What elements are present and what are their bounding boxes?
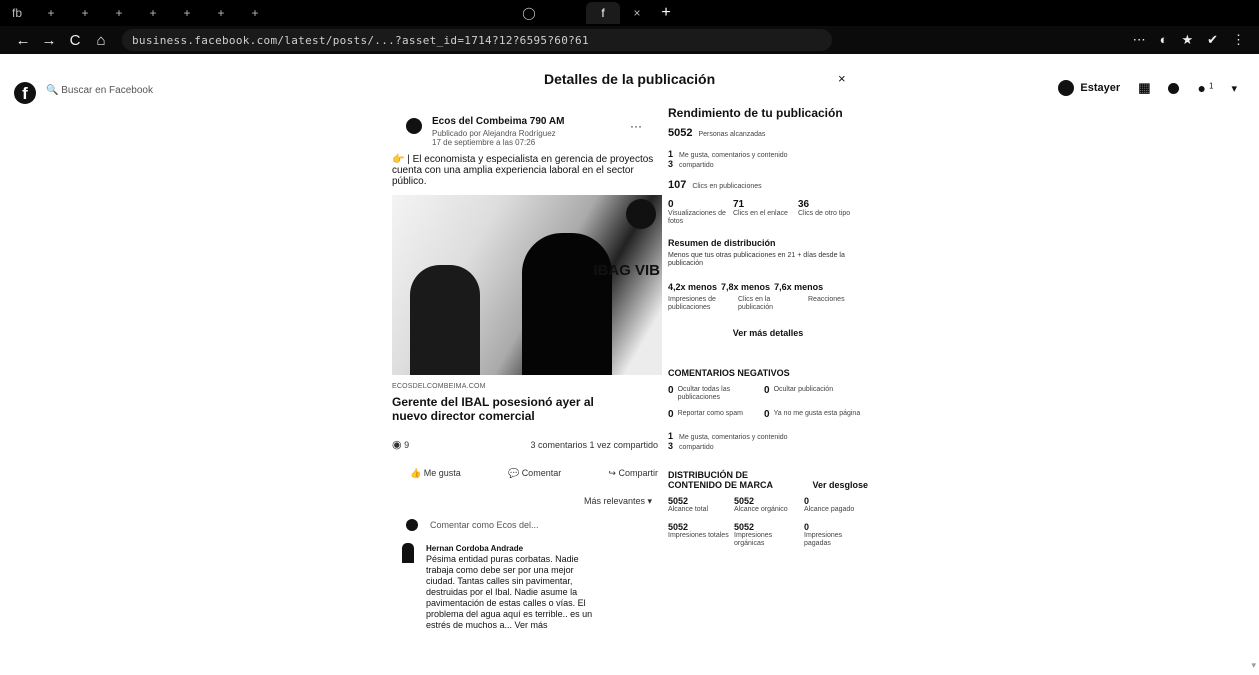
avatar[interactable] xyxy=(406,118,422,134)
home-icon[interactable]: ⌂ xyxy=(96,31,106,49)
notification-badge: 1 xyxy=(1209,81,1214,91)
post-actions xyxy=(392,467,662,479)
new-tab-button[interactable]: + xyxy=(661,4,671,21)
reactions-label: Me gusta, comentarios y contenido xyxy=(679,434,788,441)
search-input[interactable] xyxy=(46,85,153,96)
reload-icon[interactable]: C xyxy=(69,31,81,49)
negative-feedback-item xyxy=(764,410,864,420)
engagement-stat xyxy=(668,150,868,170)
header-actions xyxy=(1058,80,1237,96)
scroll-down-icon[interactable]: ▾ xyxy=(1251,660,1256,670)
reach-label: Personas alcanzadas xyxy=(698,131,766,138)
branded-stat xyxy=(734,496,804,514)
distribution-label: Impresiones de publicaciones xyxy=(668,296,716,311)
reactions-value: 1 xyxy=(668,431,674,441)
extension-icon[interactable]: ⋯ xyxy=(1132,32,1146,47)
clicks-breakdown-item xyxy=(798,200,858,226)
like-reaction-icon: ◉ xyxy=(392,439,402,451)
browser-tab-active[interactable]: f xyxy=(586,2,620,24)
breakdown-value: 71 xyxy=(733,199,745,210)
shares-label: compartido xyxy=(679,444,714,451)
breakdown-value: 0 xyxy=(668,199,674,210)
branded-label: Impresiones pagadas xyxy=(804,532,843,547)
notifications-icon[interactable]: ● $^1$ xyxy=(1197,80,1214,96)
negative-label: Ocultar publicación xyxy=(773,386,834,393)
search-icon: 🔍 xyxy=(46,85,59,96)
branded-value: 5052 xyxy=(668,496,689,506)
negative-feedback-grid xyxy=(668,386,868,420)
branded-label: Alcance orgánico xyxy=(734,506,788,513)
browser-tab[interactable]: fb xyxy=(11,6,22,20)
account-chevron-icon[interactable]: ▾ xyxy=(1231,82,1237,95)
distribution-value: 7,8x menos xyxy=(721,282,771,292)
distribution-labels xyxy=(668,296,868,312)
branded-stat xyxy=(734,522,804,548)
menu-grid-icon[interactable]: ▦ xyxy=(1138,80,1151,95)
post-meta xyxy=(432,129,622,147)
negative-label: Reportar como spam xyxy=(677,410,743,417)
forward-arrow-icon[interactable]: → xyxy=(41,31,57,49)
browser-tab[interactable]: + xyxy=(149,6,157,20)
comment-label: Comentar xyxy=(521,468,562,478)
negative-value: 0 xyxy=(668,385,674,396)
branded-value: 0 xyxy=(804,496,810,506)
post-preview xyxy=(392,108,662,631)
image-logo-text: IBAG VIB xyxy=(593,262,660,279)
facebook-header xyxy=(0,54,1259,108)
post-insights-panel xyxy=(668,108,868,548)
avatar xyxy=(1058,80,1074,96)
browser-tab[interactable]: + xyxy=(183,6,191,20)
post-header xyxy=(392,108,662,154)
menu-kebab-icon[interactable]: ⋮ xyxy=(1232,32,1245,47)
browser-tab[interactable]: + xyxy=(251,6,259,20)
branded-content-header xyxy=(668,470,868,490)
close-tab-icon[interactable]: × xyxy=(633,6,641,20)
more-options-icon[interactable]: ··· xyxy=(630,119,642,133)
branded-stat xyxy=(668,496,734,514)
avatar xyxy=(406,519,418,531)
branded-label: Impresiones totales xyxy=(668,532,729,539)
browser-tab-bar xyxy=(0,0,1259,26)
comment-body xyxy=(426,543,596,631)
branded-stat xyxy=(668,522,734,548)
branded-label: Alcance pagado xyxy=(804,506,855,513)
negative-label: Ya no me gusta esta página xyxy=(773,410,861,417)
extension-icon[interactable]: ◐ xyxy=(1159,32,1168,47)
reach-stat xyxy=(668,128,868,140)
negative-value: 0 xyxy=(764,385,770,396)
browser-tab[interactable]: + xyxy=(47,6,55,20)
insights-title: Rendimiento de tu publicación xyxy=(668,106,843,120)
clicks-label: Clics en publicaciones xyxy=(692,183,762,190)
link-domain: ECOSDELCOMBEIMA.COM xyxy=(392,383,486,390)
branded-content-title: DISTRIBUCIÓN DE CONTENIDO DE MARCA xyxy=(668,470,773,490)
shares-value: 3 xyxy=(668,159,674,169)
breakdown-label: Clics en el enlace xyxy=(733,210,788,217)
negative-feedback-item xyxy=(668,410,764,420)
distribution-value: 7,6x menos xyxy=(774,282,824,292)
link-title[interactable]: Gerente del IBAL posesionó ayer al nuevo director comercial xyxy=(392,395,594,423)
negative-feedback-item xyxy=(668,386,764,402)
branded-label: Impresiones orgánicas xyxy=(734,532,773,547)
shares-label: compartido xyxy=(679,162,714,169)
negative-engagement-stat xyxy=(668,432,868,452)
comment-input[interactable]: Comentar como Ecos del... xyxy=(430,520,539,530)
clicks-value: 107 xyxy=(668,179,687,191)
comments-shares-summary[interactable]: 3 comentarios 1 vez compartido xyxy=(530,440,658,450)
branded-value: 5052 xyxy=(668,522,689,532)
search-placeholder: Buscar en Facebook xyxy=(61,85,153,96)
branded-stat xyxy=(804,522,864,548)
reactions-label: Me gusta, comentarios y contenido xyxy=(679,152,788,159)
modal-title: Detalles de la publicación xyxy=(544,71,716,87)
distribution-title: Resumen de distribución xyxy=(668,238,776,248)
post-stats xyxy=(392,439,662,451)
page-name[interactable]: Ecos del Combeima 790 AM xyxy=(432,116,565,127)
browser-tab[interactable]: + xyxy=(115,6,123,20)
reach-value: 5052 xyxy=(668,127,693,139)
negative-feedback-item xyxy=(764,386,864,402)
back-arrow-icon[interactable]: ← xyxy=(15,31,31,49)
share-button[interactable]: ↪ Compartir xyxy=(608,468,658,478)
close-icon[interactable]: × xyxy=(838,71,846,86)
url-input[interactable]: business.facebook.com/latest/posts/...?asset_id=1714?12?6595?60?61 xyxy=(122,29,832,51)
reaction-count-value: 9 xyxy=(404,440,410,450)
view-breakdown-link[interactable]: Ver desglose xyxy=(812,480,868,490)
distribution-description: Menos que tus otras publicaciones en 21 + días desde la publicación xyxy=(668,252,845,267)
address-bar xyxy=(0,26,1259,54)
like-button[interactable]: 👍 Me gusta xyxy=(410,468,461,478)
post-timestamp[interactable]: 17 de septiembre a las 07:26 xyxy=(432,138,536,147)
breakdown-value: 36 xyxy=(798,199,810,210)
distribution-label: Reacciones xyxy=(808,296,845,303)
negative-label: Ocultar todas las publicaciones xyxy=(677,386,731,401)
shares-value: 3 xyxy=(668,441,674,451)
reaction-count[interactable] xyxy=(392,439,409,451)
comment-item xyxy=(392,543,662,631)
reactions-value: 1 xyxy=(668,149,674,159)
see-more-details-link[interactable]: Ver más detalles xyxy=(732,328,804,338)
negative-value: 0 xyxy=(764,409,770,420)
comment-author[interactable]: Hernan Cordoba Andrade xyxy=(426,544,524,553)
clicks-stat xyxy=(668,180,868,192)
profile-button[interactable] xyxy=(1058,80,1120,96)
comment-button[interactable]: 💬 Comentar xyxy=(507,468,562,478)
image-figure xyxy=(522,233,612,375)
branded-value: 0 xyxy=(804,522,810,532)
branded-value: 5052 xyxy=(734,522,755,532)
browser-tab[interactable]: + xyxy=(81,6,89,20)
sort-comments-dropdown[interactable]: Más relevantes ▾ xyxy=(583,496,652,506)
negative-feedback-title: COMENTARIOS NEGATIVOS xyxy=(668,368,790,378)
post-text: 👉 | El economista y especialista en gerencia de proyectos cuenta con una amplia experiencia laboral en el sector público. xyxy=(392,154,654,187)
branded-stat xyxy=(804,496,864,514)
distribution-values xyxy=(668,282,868,292)
clicks-breakdown xyxy=(668,200,858,226)
distribution-label: Clics en la publicación xyxy=(738,296,774,311)
image-logo xyxy=(626,199,656,229)
post-author: Publicado por Alejandra Rodríguez xyxy=(432,129,556,138)
branded-content-grid xyxy=(668,496,868,548)
branded-value: 5052 xyxy=(734,496,755,506)
extensions-area xyxy=(832,32,1259,48)
breakdown-label: Clics de otro tipo xyxy=(798,210,851,217)
image-figure xyxy=(410,265,480,375)
commenter-avatar[interactable] xyxy=(402,543,414,563)
browser-tab[interactable]: ◯ xyxy=(522,6,536,20)
facebook-logo-icon[interactable]: f xyxy=(14,82,36,104)
breakdown-label: Visualizaciones de fotos xyxy=(668,210,726,225)
share-label: Compartir xyxy=(618,468,658,478)
clicks-breakdown-item xyxy=(733,200,793,226)
branded-label: Alcance total xyxy=(668,506,709,513)
extension-icon[interactable]: ✔ xyxy=(1207,32,1218,47)
browser-tab[interactable]: + xyxy=(217,6,225,20)
messenger-icon[interactable] xyxy=(1168,83,1179,94)
distribution-value: 4,2x menos xyxy=(668,282,718,292)
post-image[interactable] xyxy=(392,195,662,375)
negative-value: 0 xyxy=(668,409,674,420)
comment-composer xyxy=(392,519,662,531)
profile-name: Estayer xyxy=(1080,81,1121,94)
like-label: Me gusta xyxy=(423,468,461,478)
star-icon[interactable]: ★ xyxy=(1181,32,1194,47)
clicks-breakdown-item xyxy=(668,200,728,226)
comment-text: Pésima entidad puras corbatas. Nadie trabaja como debe ser por una mejor ciudad. Tantas calles sin pavimentar, destruidas por el Ibal. Nadie asume la pavimentación de estas calles o vías. El problema del agua aquí es terrible.. es un estrés de muchos a... Ver más xyxy=(426,554,593,630)
